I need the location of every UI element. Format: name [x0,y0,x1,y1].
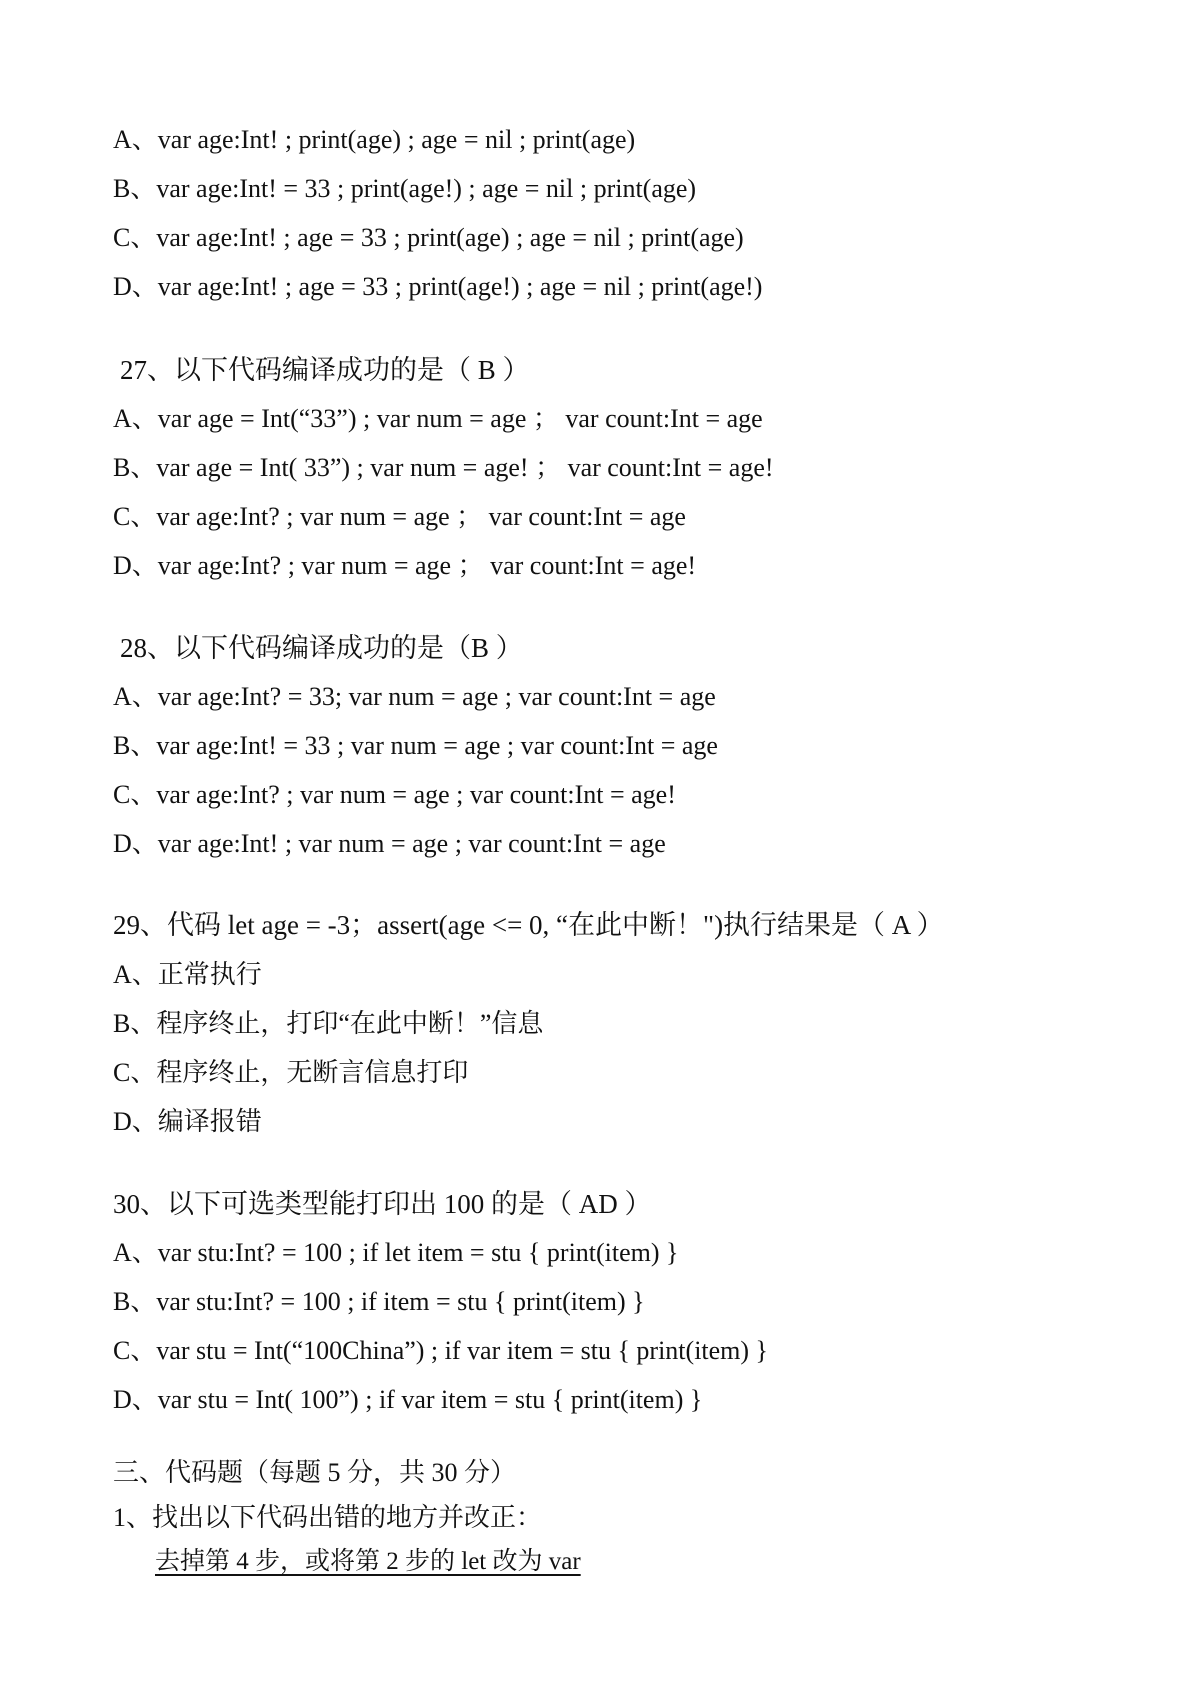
q28-option-b: B、var age:Int! = 33 ; var num = age ; var count:Int = age [113,731,718,760]
q27-option-a: A、var age = Int(“33”) ; var num = age ； var count:Int = age [113,404,763,433]
q26-option-a: A、var age:Int! ; print(age) ; age = nil ; print(age) [113,125,636,154]
section3-title: 三、代码题（每题 5 分，共 30 分） [113,1458,517,1487]
q30-option-d: D、var stu = Int( 100”) ; if var item = stu { print(item) } [113,1385,703,1414]
q29-option-b: B、程序终止，打印“在此中断！”信息 [113,1009,544,1038]
section3-q1: 1、找出以下代码出错的地方并改正： [113,1503,543,1532]
q28-option-a: A、var age:Int? = 33; var num = age ; var count:Int = age [113,682,716,711]
q30-option-c: C、var stu = Int(“100China”) ; if var item = stu { print(item) } [113,1336,769,1365]
q27-option-c: C、var age:Int? ; var num = age ； var count:Int = age [113,502,686,531]
q29-title: 29、代码 let age = -3；assert(age <= 0, “在此中断！")执行结果是（ A ） [113,910,944,940]
q28-option-c: C、var age:Int? ; var num = age ; var count:Int = age! [113,780,676,809]
q27-option-d: D、var age:Int? ; var num = age ； var count:Int = age! [113,551,697,580]
section3-q1-answer: 去掉第 4 步，或将第 2 步的 let 改为 var [155,1548,581,1575]
q30-option-b: B、var stu:Int? = 100 ; if item = stu { print(item) } [113,1287,645,1316]
q26-option-b: B、var age:Int! = 33 ; print(age!) ; age = nil ; print(age) [113,174,697,203]
q26-option-d: D、var age:Int! ; age = 33 ; print(age!) ; age = nil ; print(age!) [113,272,763,301]
q30-option-a: A、var stu:Int? = 100 ; if let item = stu { print(item) } [113,1238,679,1267]
q29-option-d: D、编译报错 [113,1107,262,1136]
q30-title: 30、以下可选类型能打印出 100 的是（ AD ） [113,1189,652,1219]
q28-option-d: D、var age:Int! ; var num = age ; var count:Int = age [113,829,666,858]
q27-option-b: B、var age = Int( 33”) ; var num = age! ； var count:Int = age! [113,453,774,482]
q28-title: 28、以下代码编译成功的是（B ） [120,633,523,663]
q29-option-c: C、程序终止，无断言信息打印 [113,1058,469,1087]
q29-option-a: A、正常执行 [113,960,262,989]
q26-option-c: C、var age:Int! ; age = 33 ; print(age) ; age = nil ; print(age) [113,223,744,252]
q27-title: 27、以下代码编译成功的是（ B ） [120,355,530,385]
